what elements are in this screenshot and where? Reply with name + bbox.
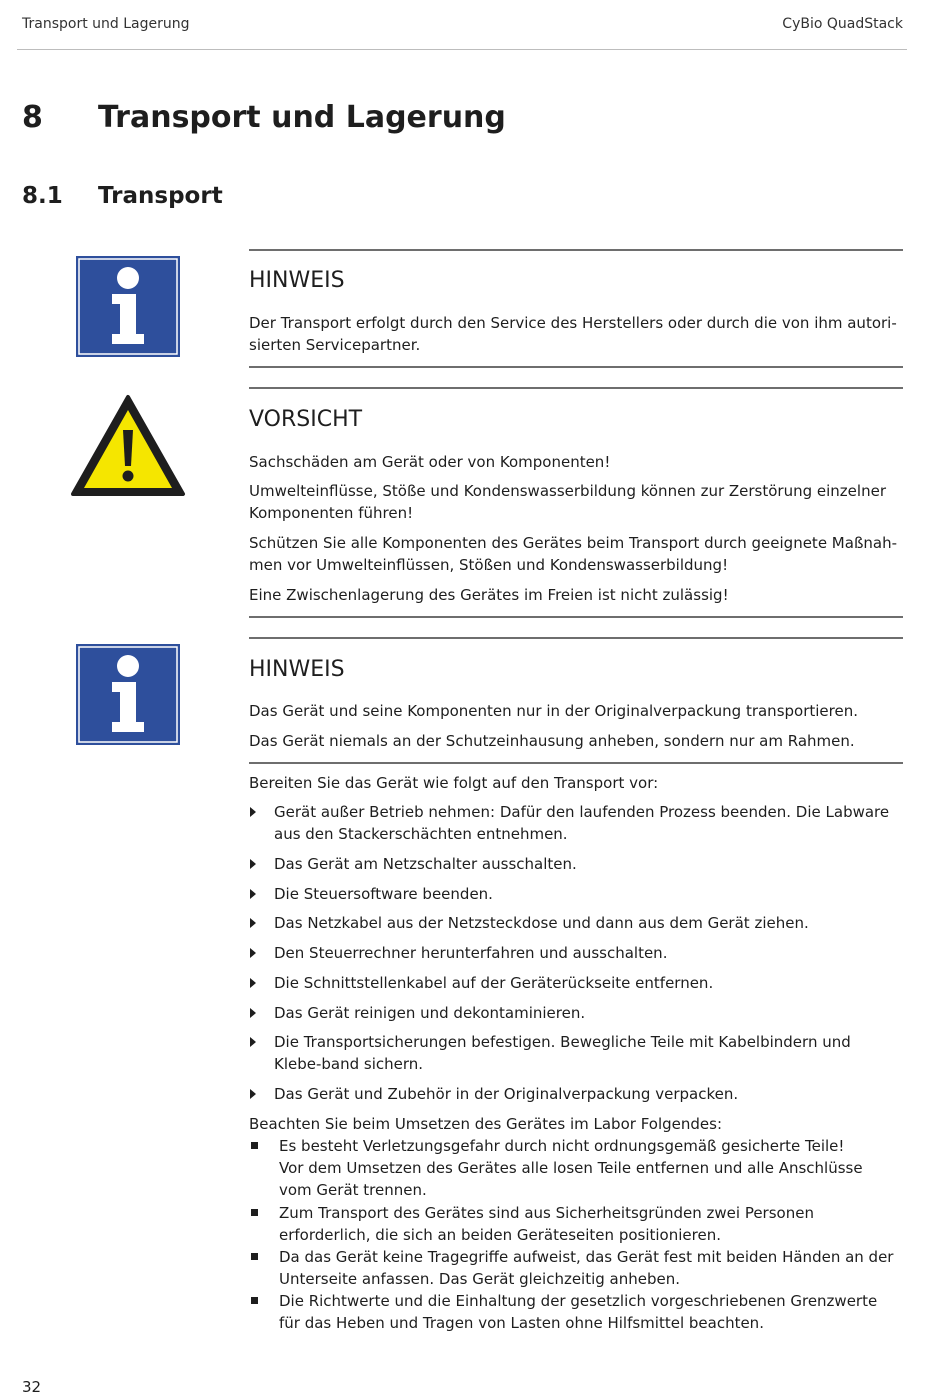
step-arrow-icon: [250, 918, 256, 928]
relocate-intro: Beachten Sie beim Umsetzen des Gerätes im Labor Folgendes:: [249, 1115, 723, 1133]
caution-line: Schützen Sie alle Komponenten des Gerätes beim Transport durch geeignete Maßnah-men vor Umwelteinflüssen, Stößen und Kondenswasserbildung!: [249, 534, 898, 574]
caution-line: Umwelteinflüsse, Stöße und Kondenswasserbildung können zur Zerstörung einzelner Komponenten führen!: [249, 482, 886, 522]
step-arrow-icon: [250, 1089, 256, 1099]
step-item: Das Gerät reinigen und dekontaminieren.: [249, 1002, 899, 1024]
header-divider: [17, 49, 907, 50]
step-item: Den Steuerrechner herunterfahren und ausschalten.: [249, 942, 899, 964]
step-item: Gerät außer Betrieb nehmen: Dafür den laufenden Prozess beenden. Die Labware aus den Stackerschächten entnehmen.: [249, 801, 899, 845]
step-arrow-icon: [250, 1008, 256, 1018]
note2-line: Das Gerät niemals an der Schutzeinhausung anheben, sondern nur am Rahmen.: [249, 732, 855, 750]
note2-bottom-rule: [249, 762, 903, 764]
info-icon: [76, 644, 180, 745]
bullet-square-icon: [251, 1297, 258, 1304]
step-item: Die Schnittstellenkabel auf der Geräterückseite entfernen.: [249, 972, 899, 994]
step-arrow-icon: [250, 1037, 256, 1047]
bullet-item: Zum Transport des Gerätes sind aus Sicherheitsgründen zwei Personen erforderlich, die sich an beiden Geräteseiten positionieren.: [249, 1202, 899, 1246]
step-item: Das Netzkabel aus der Netzsteckdose und dann aus dem Gerät ziehen.: [249, 912, 899, 934]
step-arrow-icon: [250, 807, 256, 817]
section-number: 8.1: [22, 183, 63, 209]
caution-title: VORSICHT: [249, 407, 363, 432]
bullet-square-icon: [251, 1142, 258, 1149]
step-arrow-icon: [250, 978, 256, 988]
warning-triangle-icon: [70, 394, 186, 498]
step-arrow-icon: [250, 889, 256, 899]
bullet-square-icon: [251, 1253, 258, 1260]
running-header-left: Transport und Lagerung: [22, 16, 190, 32]
step-item: Die Steuersoftware beenden.: [249, 883, 899, 905]
bullet-item: Die Richtwerte und die Einhaltung der gesetzlich vorgeschriebenen Grenzwerte für das Heben und Tragen von Lasten ohne Hilfsmittel beachten.: [249, 1290, 899, 1334]
step-arrow-icon: [250, 859, 256, 869]
bullet-square-icon: [251, 1209, 258, 1216]
caution-line: Sachschäden am Gerät oder von Komponenten!: [249, 453, 611, 471]
note2-top-rule: [249, 637, 903, 639]
note-bottom-rule: [249, 366, 903, 368]
note-title: HINWEIS: [249, 268, 345, 293]
note2-line: Das Gerät und seine Komponenten nur in der Originalverpackung transportieren.: [249, 702, 858, 720]
prepare-intro: Bereiten Sie das Gerät wie folgt auf den Transport vor:: [249, 774, 659, 792]
note-top-rule: [249, 249, 903, 251]
bullet-item: Es besteht Verletzungsgefahr durch nicht ordnungsgemäß gesicherte Teile! Vor dem Umsetzen des Gerätes alle losen Teile entfernen und alle Anschlüsse vom Gerät trennen.: [249, 1135, 899, 1201]
page-number: 32: [22, 1378, 42, 1396]
bullet-item: Da das Gerät keine Tragegriffe aufweist, das Gerät fest mit beiden Händen an der Unterseite anfassen. Das Gerät gleichzeitig anheben.: [249, 1246, 899, 1290]
info-icon: [76, 256, 180, 357]
note-text: Der Transport erfolgt durch den Service des Herstellers oder durch die von ihm autori-sierten Servicepartner.: [249, 314, 897, 354]
section-title: Transport: [98, 183, 223, 209]
caution-line: Eine Zwischenlagerung des Gerätes im Freien ist nicht zulässig!: [249, 586, 729, 604]
caution-top-rule: [249, 387, 903, 389]
step-item: Das Gerät und Zubehör in der Originalverpackung verpacken.: [249, 1083, 899, 1105]
chapter-number: 8: [22, 100, 43, 135]
running-header-right: CyBio QuadStack: [782, 16, 903, 32]
caution-bottom-rule: [249, 616, 903, 618]
step-arrow-icon: [250, 948, 256, 958]
step-item: Das Gerät am Netzschalter ausschalten.: [249, 853, 899, 875]
chapter-title: Transport und Lagerung: [98, 100, 506, 135]
note2-title: HINWEIS: [249, 657, 345, 682]
step-item: Die Transportsicherungen befestigen. Bewegliche Teile mit Kabelbindern und Klebe-band sichern.: [249, 1031, 899, 1075]
